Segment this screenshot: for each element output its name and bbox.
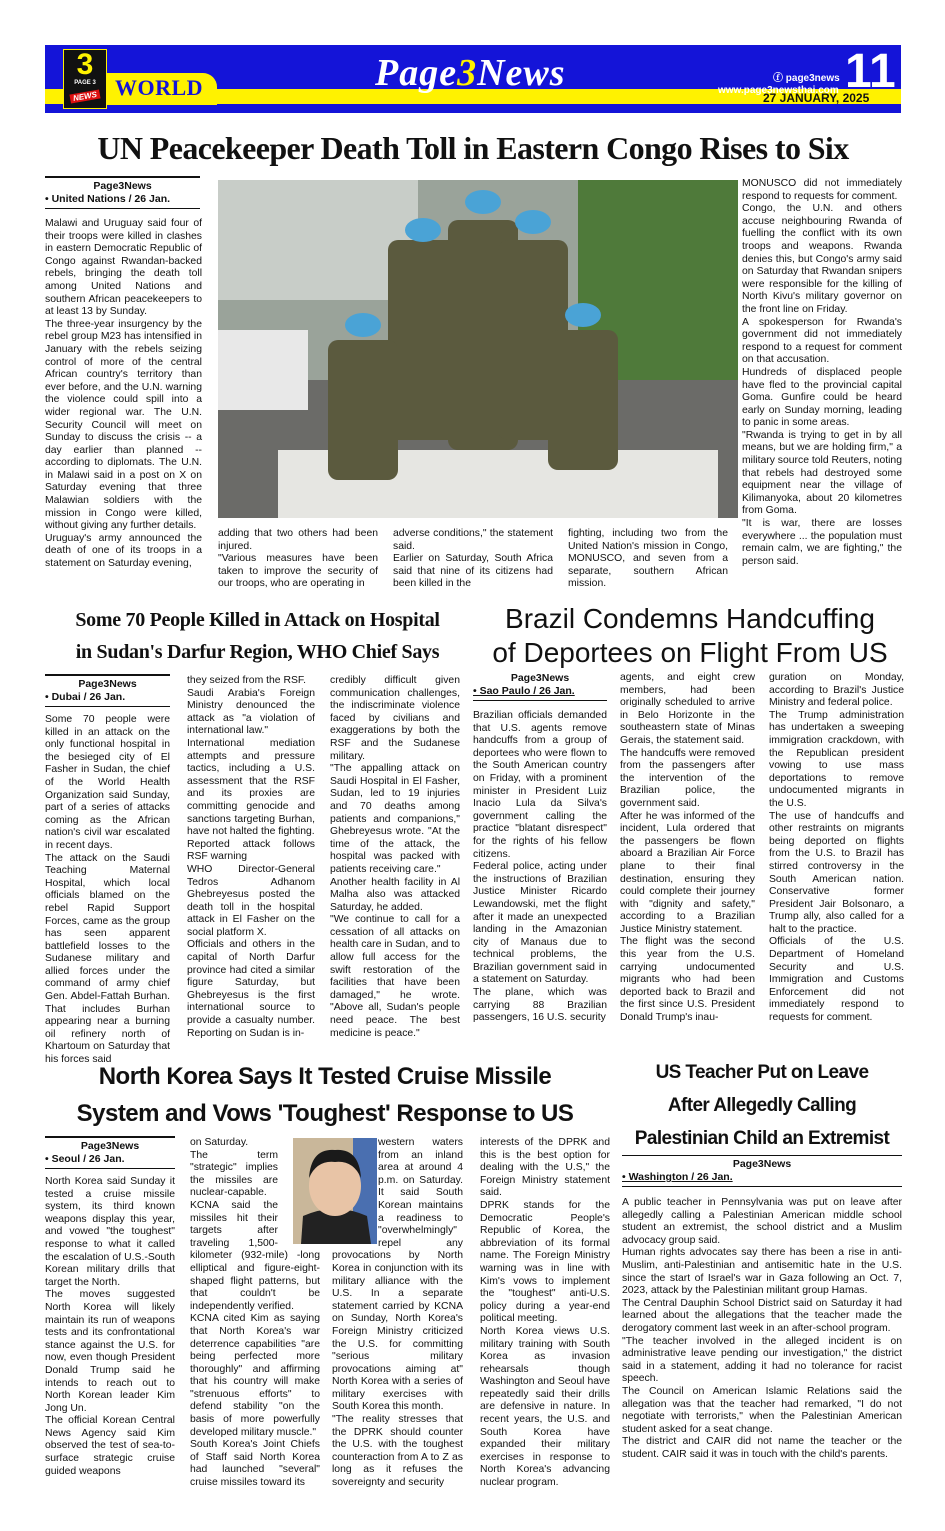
headline-line: US Teacher Put on Leave: [655, 1062, 869, 1083]
facebook-handle: [773, 69, 840, 84]
logo-news-text: NEWS: [69, 89, 100, 103]
article-paragraph: The attack on the Saudi Teaching Maternal Hospital, which local officials blamed on the rebel Rapid Support Forces, came as the group has seen apparent battlefield losses to the Sudanese military and allied forces under the command of army chief Gen. Abdel-Fattah Burhan. That includes Burhan appearing near a burning oil refinery north of Khartoum on Saturday that his forces said: [45, 852, 170, 1066]
article-column: [769, 672, 904, 1025]
article-column: [480, 1137, 610, 1490]
title-part: 3: [457, 52, 478, 94]
article-paragraph: The three-year insurgency by the rebel group M23 has intensified in January with the rebels seizing control of more of the central African country's territory than ever before, and the U.N. warning the violence could spill into a wider regional war. The U.N. Security Council will meet on Sunday to discuss the crisis -- a day earlier than planned -- according to diplomats. The U.N. in Malawi said in a post on X on Saturday evening that three Malawian soldiers with the mission in Congo were killed, without giving any further details.: [45, 318, 202, 532]
article-column: [45, 218, 202, 571]
article-headline: [475, 602, 905, 670]
article-paragraph: "Various measures have been taken to improve the security of our troops, who are operating in: [218, 553, 378, 590]
article-paragraph: guration on Monday, according to Brazil's Justice Ministry and federal police.: [769, 672, 904, 709]
byline: [473, 670, 607, 701]
article-column: [330, 675, 460, 1040]
article-paragraph: The handcuffs were removed from the passengers after the intervention of the Brazilian police, the government said.: [620, 747, 755, 809]
article-paragraph: Saudi Arabia's Foreign Ministry denounced the attack as "a violation of international law.": [187, 687, 315, 737]
headline-line: Brazil Condemns Handcuffing: [505, 603, 875, 634]
byline: [622, 1155, 902, 1187]
kim-jong-un-photo: [293, 1138, 377, 1244]
article-column: [742, 178, 902, 568]
article-column: [45, 714, 170, 1067]
byline-dateline: • Washington / 26 Jan.: [622, 1171, 733, 1183]
article-paragraph: adverse conditions," the statement said.: [393, 528, 553, 552]
headline-line: After Allegedly Calling: [667, 1095, 857, 1116]
article-paragraph: The moves suggested North Korea will likely maintain its run of weapons tests and its confrontational stance against the U.S. for now, even though President Donald Trump said he intends to reach out to North Korean leader Kim Jong Un.: [45, 1289, 175, 1414]
title-part: Page: [375, 52, 458, 94]
article-paragraph: KCNA cited Kim as saying that North Korea's war deterrence capabilities "are being perfected more thoroughly" and affirming that his country will make "strenuous efforts" to defend stability "on the basis of more powerfully developed military muscle.": [190, 1313, 320, 1438]
article-paragraph: "It is war, there are losses everywhere ... the population must remain calm, we are fighting," the person said.: [742, 518, 902, 567]
website-url: www.page3newsthai.com: [718, 85, 839, 96]
article-paragraph: Some 70 people were killed in an attack on the only functional hospital in the besieged city of El Fasher in Sudan, the chief of the World Health Organization said Sunday, part of a series of attacks coming as the African nation's civil war escalated in recent days.: [45, 714, 170, 851]
section-label: WORLD: [115, 75, 204, 100]
headline-line: System and Vows 'Toughest' Response to US: [76, 1100, 574, 1127]
article-paragraph: The flight was the second this year from the U.S. carrying undocumented migrants who had been deported back to Brazil and the first since U.S. President Donald Trump's inau-: [620, 936, 755, 1024]
article-paragraph: Earlier on Saturday, South Africa said that nine of its citizens had been killed in the: [393, 553, 553, 590]
byline-dateline: • Dubai / 26 Jan.: [45, 691, 126, 703]
article-headline: [45, 604, 470, 668]
article-headline: [40, 1058, 610, 1132]
article-paragraph: DPRK stands for the Democratic People's Republic of Korea, the abbreviation of its formal name. The Foreign Ministry warning was in line with Kim's vows to implement the "toughest" anti-U.S. policy during a year-end political meeting.: [480, 1199, 610, 1325]
article-column: [218, 528, 378, 591]
article-paragraph: agents, and eight crew members, had been originally scheduled to arrive in Belo Horizonte in the southeastern state of Minas Gerais, the statement said.: [620, 672, 755, 746]
byline-source: Page3News: [510, 672, 570, 684]
article-paragraph: western waters from an inland area at around 4 p.m. on Saturday. It said South Korean maintains a readiness to "overwhelmingly" repel any provocations by North Korea in conjunction with its military alliance with the U.S. In a separate statement carried by KCNA on Sunday, North Korea's Foreign Ministry criticized the U.S. for committing "serious military provocations aiming at" North Korea with a series of military exercises with South Korea this month.: [332, 1137, 463, 1413]
headline-line: in Sudan's Darfur Region, WHO Chief Says: [75, 641, 440, 663]
facebook-icon: ⓕ: [773, 73, 786, 84]
article-paragraph: The use of handcuffs and other restraints on migrants being deported on flights from the U.S. to Brazil has stirred controversy in the South American nation. Conservative former President Jair Bolsonaro, a Trump ally, also called for a halt to the practice.: [769, 810, 904, 935]
article-paragraph: Officials and others in the capital of North Darfur province had cited a similar figure Saturday, but Ghebreyesus is the first international source to provide a casualty number. Reporting on Sudan is in-: [187, 939, 315, 1039]
headline-text: UN Peacekeeper Death Toll in Eastern Congo Rises to Six: [97, 130, 849, 166]
article-paragraph: "We continue to call for a cessation of all attacks on health care in Sudan, and to allow full access for the swift restoration of the facilities that have been damaged," he wrote. "Above all, Sudan's people need peace. The best medicine is peace.": [330, 914, 460, 1039]
masthead: [45, 45, 901, 113]
issue-date: 27 JANUARY, 2025: [763, 91, 870, 105]
article-paragraph: on Saturday.: [190, 1137, 249, 1148]
article-paragraph: Officials of the U.S. Department of Homeland Security and U.S. Immigration and Customs Enforcement did not immediately respond to requests for comment.: [769, 936, 904, 1024]
headline-line: Palestinian Child an Extremist: [634, 1128, 890, 1149]
article-paragraph: Another health facility in Al Malha also was attacked Saturday, he added.: [330, 876, 460, 913]
article-paragraph: A spokesperson for Rwanda's government did not immediately respond to a request for comment on that accusation.: [742, 316, 902, 366]
article-paragraph: The plane, which was carrying 88 Brazilian passengers, 16 U.S. security: [473, 987, 607, 1024]
article-paragraph: South Korea's Joint Chiefs of Staff said North Korea had launched "several" cruise missiles toward its: [190, 1439, 320, 1489]
article-paragraph: "The appalling attack on Saudi Hospital in El Fasher, Sudan, led to 19 injuries and 70 deaths among patients and companions," Ghebreyesus wrote. "At the time of the attack, the hospital was packed with patients receiving care.": [330, 763, 460, 875]
headline-line: of Deportees on Flight From US: [492, 637, 888, 668]
article-paragraph: Brazilian officials demanded that U.S. agents remove handcuffs from a group of deportees who were flown to the South American country on Friday, with a prominent minister in President Luiz Inacio Lula da Silva's government calling the practice "blatant disrespect" for the rights of his fellow citizens.: [473, 710, 607, 860]
byline: [45, 1136, 175, 1169]
article-paragraph: Hundreds of displaced people have fled to the provincial capital Goma. Gunfire could be heard early on Sunday morning, leading to panic in some areas.: [742, 366, 902, 429]
article-paragraph: MONUSCO did not immediately respond to requests for comment.: [742, 178, 902, 202]
facebook-text: page3news: [785, 73, 840, 84]
headline-line: Some 70 People Killed in Attack on Hospital: [75, 609, 440, 631]
byline-source: Page3News: [93, 180, 152, 192]
page3-logo: [63, 49, 107, 109]
article-paragraph: After he was informed of the incident, Lula ordered that the passengers be flown aboard a Brazilian Air Force plane to their final destination, ensuring they could complete their journey with "dignity and safety," according to a Brazilian Justice Ministry statement.: [620, 810, 755, 935]
article-paragraph: North Korea views U.S. military training with South Korea as invasion rehearsals though Washington and Seoul have repeatedly said their drills are defensive in nature. In recent years, the U.S. and South Korea have expanded their military exercises in response to North Korea's advancing nuclear program.: [480, 1325, 610, 1489]
byline: [45, 176, 200, 209]
peacekeepers-photo: [218, 180, 738, 518]
article-paragraph: they seized from the RSF.: [187, 675, 306, 686]
logo-small-text: PAGE 3: [74, 80, 96, 86]
headline-line: North Korea Says It Tested Cruise Missile: [98, 1063, 552, 1090]
article-paragraph: The Trump administration has undertaken a sweeping immigration crackdown, with the Republican president vowing to use mass deportations to remove undocumented migrants in the U.S.: [769, 709, 904, 809]
article-paragraph: "Rwanda is trying to get in by all means, but we are holding firm," a military source told Reuters, noting that rebels had destroyed some equipment near the village of Kilimanyoka, about 20 kilometres from Goma.: [742, 429, 902, 517]
article-column: [187, 675, 315, 1040]
article-paragraph: Reported attack follows RSF warning: [187, 838, 315, 863]
article-column: [393, 528, 553, 591]
article-paragraph: North Korea said Sunday it tested a cruise missile system, its third known weapons display this year, and vowed "the toughest" response to what it called the escalation of U.S.-South Korean military drills that target the North.: [45, 1176, 175, 1288]
logo-number: 3: [76, 48, 94, 81]
article-column: [473, 710, 607, 1025]
article-paragraph: The Council on American Islamic Relations said the allegation was that the teacher had remarked, "I do not negotiate with terrorists," when the Palestinian American student asked for a seat change.: [622, 1385, 902, 1435]
article-paragraph: "The teacher involved in the alleged incident is on administrative leave pending our investigation," the district said in a statement, adding it had no tolerance for racist speech.: [622, 1335, 902, 1385]
article-paragraph: International mediation attempts and pressure tactics, including a U.S. assessment that the RSF and its proxies are committing genocide and sanctions targeting Burhan, have not halted the fighting.: [187, 737, 315, 838]
page-number: 11: [845, 45, 896, 98]
article-paragraph: Uruguay's army announced the death of one of its troops in a statement on Saturday evening,: [45, 532, 202, 570]
article-paragraph: The term "strategic" implies the missiles are nuclear-capable. KCNA said the missiles hit their targets after traveling 1,500-kilometer (932-mile) -long elliptical and figure-eight-shaped flight patterns, but that couldn't be independently verified.: [190, 1149, 320, 1312]
byline-source: Page3News: [80, 1140, 140, 1152]
article-paragraph: "The reality stresses that the DPRK should counter the U.S. with the toughest counteraction from A to Z as long as it refuses the sovereignty and security: [332, 1414, 463, 1489]
newspaper-title: [375, 51, 566, 95]
article-paragraph: interests of the DPRK and this is the best option for dealing with the U.S," the Foreign Ministry statement said.: [480, 1137, 610, 1199]
byline-source: Page3News: [78, 678, 137, 690]
article-paragraph: Malawi and Uruguay said four of their troops were killed in clashes in eastern Democratic Republic of Congo against Rwandan-backed rebels, bringing the death toll among United Nations and southern African peacekeepers to at least 13 by Sunday.: [45, 218, 202, 318]
article-headline: [45, 128, 901, 168]
byline: [45, 674, 170, 707]
article-paragraph: adding that two others had been injured.: [218, 528, 378, 552]
article-paragraph: The Central Dauphin School District said on Saturday it had learned about the allegations that the teacher made the derogatory comment last week in an after-school program.: [622, 1297, 902, 1334]
article-paragraph: Federal police, acting under the instructions of Brazilian Justice Minister Ricardo Lewandowski, met the flight after it made an unexpected landing in the Amazonian city of Manaus due to technical problems, the Brazilian government said in a statement on Saturday.: [473, 861, 607, 986]
article-paragraph: credibly difficult given communication challenges, the indiscriminate violence faced by civilians and exaggerations by both the RSF and the Sudanese military.: [330, 675, 460, 762]
article-paragraph: Human rights advocates say there has been a rise in anti-Muslim, anti-Palestinian and antisemitic hate in the U.S. since the start of Israel's war in Gaza following an Oct. 7, 2023, attack by the Palestinian militant group Hamas.: [622, 1247, 902, 1297]
byline-dateline: • United Nations / 26 Jan.: [45, 193, 171, 205]
article-paragraph: The district and CAIR did not name the teacher or the student. CAIR said it was in touch with the child's parents.: [622, 1436, 902, 1460]
article-headline: [618, 1056, 906, 1155]
article-paragraph: Congo, the U.N. and others accuse neighbouring Rwanda of fuelling the conflict with its own troops and weapons. Rwanda denies this, but Congo's army said on Saturday that Rwandan snipers were responsible for the killing of North Kivu's military governor on the front line on Friday.: [742, 203, 902, 315]
article-column: [45, 1176, 175, 1478]
article-paragraph: WHO Director-General Tedros Adhanom Ghebreyesus posted the death toll in the hospital attack in El Fasher on the social platform X.: [187, 863, 315, 938]
title-part: News: [477, 52, 566, 94]
byline-dateline: • Seoul / 26 Jan.: [45, 1153, 125, 1165]
article-column: [622, 1197, 902, 1461]
article-column: [620, 672, 755, 1025]
article-paragraph: The official Korean Central News Agency said Kim observed the test of sea-to-surface strategic cruise guided weapons: [45, 1415, 175, 1477]
article-column: [568, 528, 728, 591]
byline-dateline: • Sao Paulo / 26 Jan.: [473, 685, 575, 697]
byline-source: Page3News: [732, 1158, 792, 1170]
article-paragraph: fighting, including two from the United Nation's mission in Congo, MONUSCO, and seven from a separate, southern African mission.: [568, 528, 728, 590]
article-paragraph: A public teacher in Pennsylvania was put on leave after allegedly calling a Palestinian American middle school student an extremist, the school district and a Muslim advocacy group said.: [622, 1197, 902, 1246]
